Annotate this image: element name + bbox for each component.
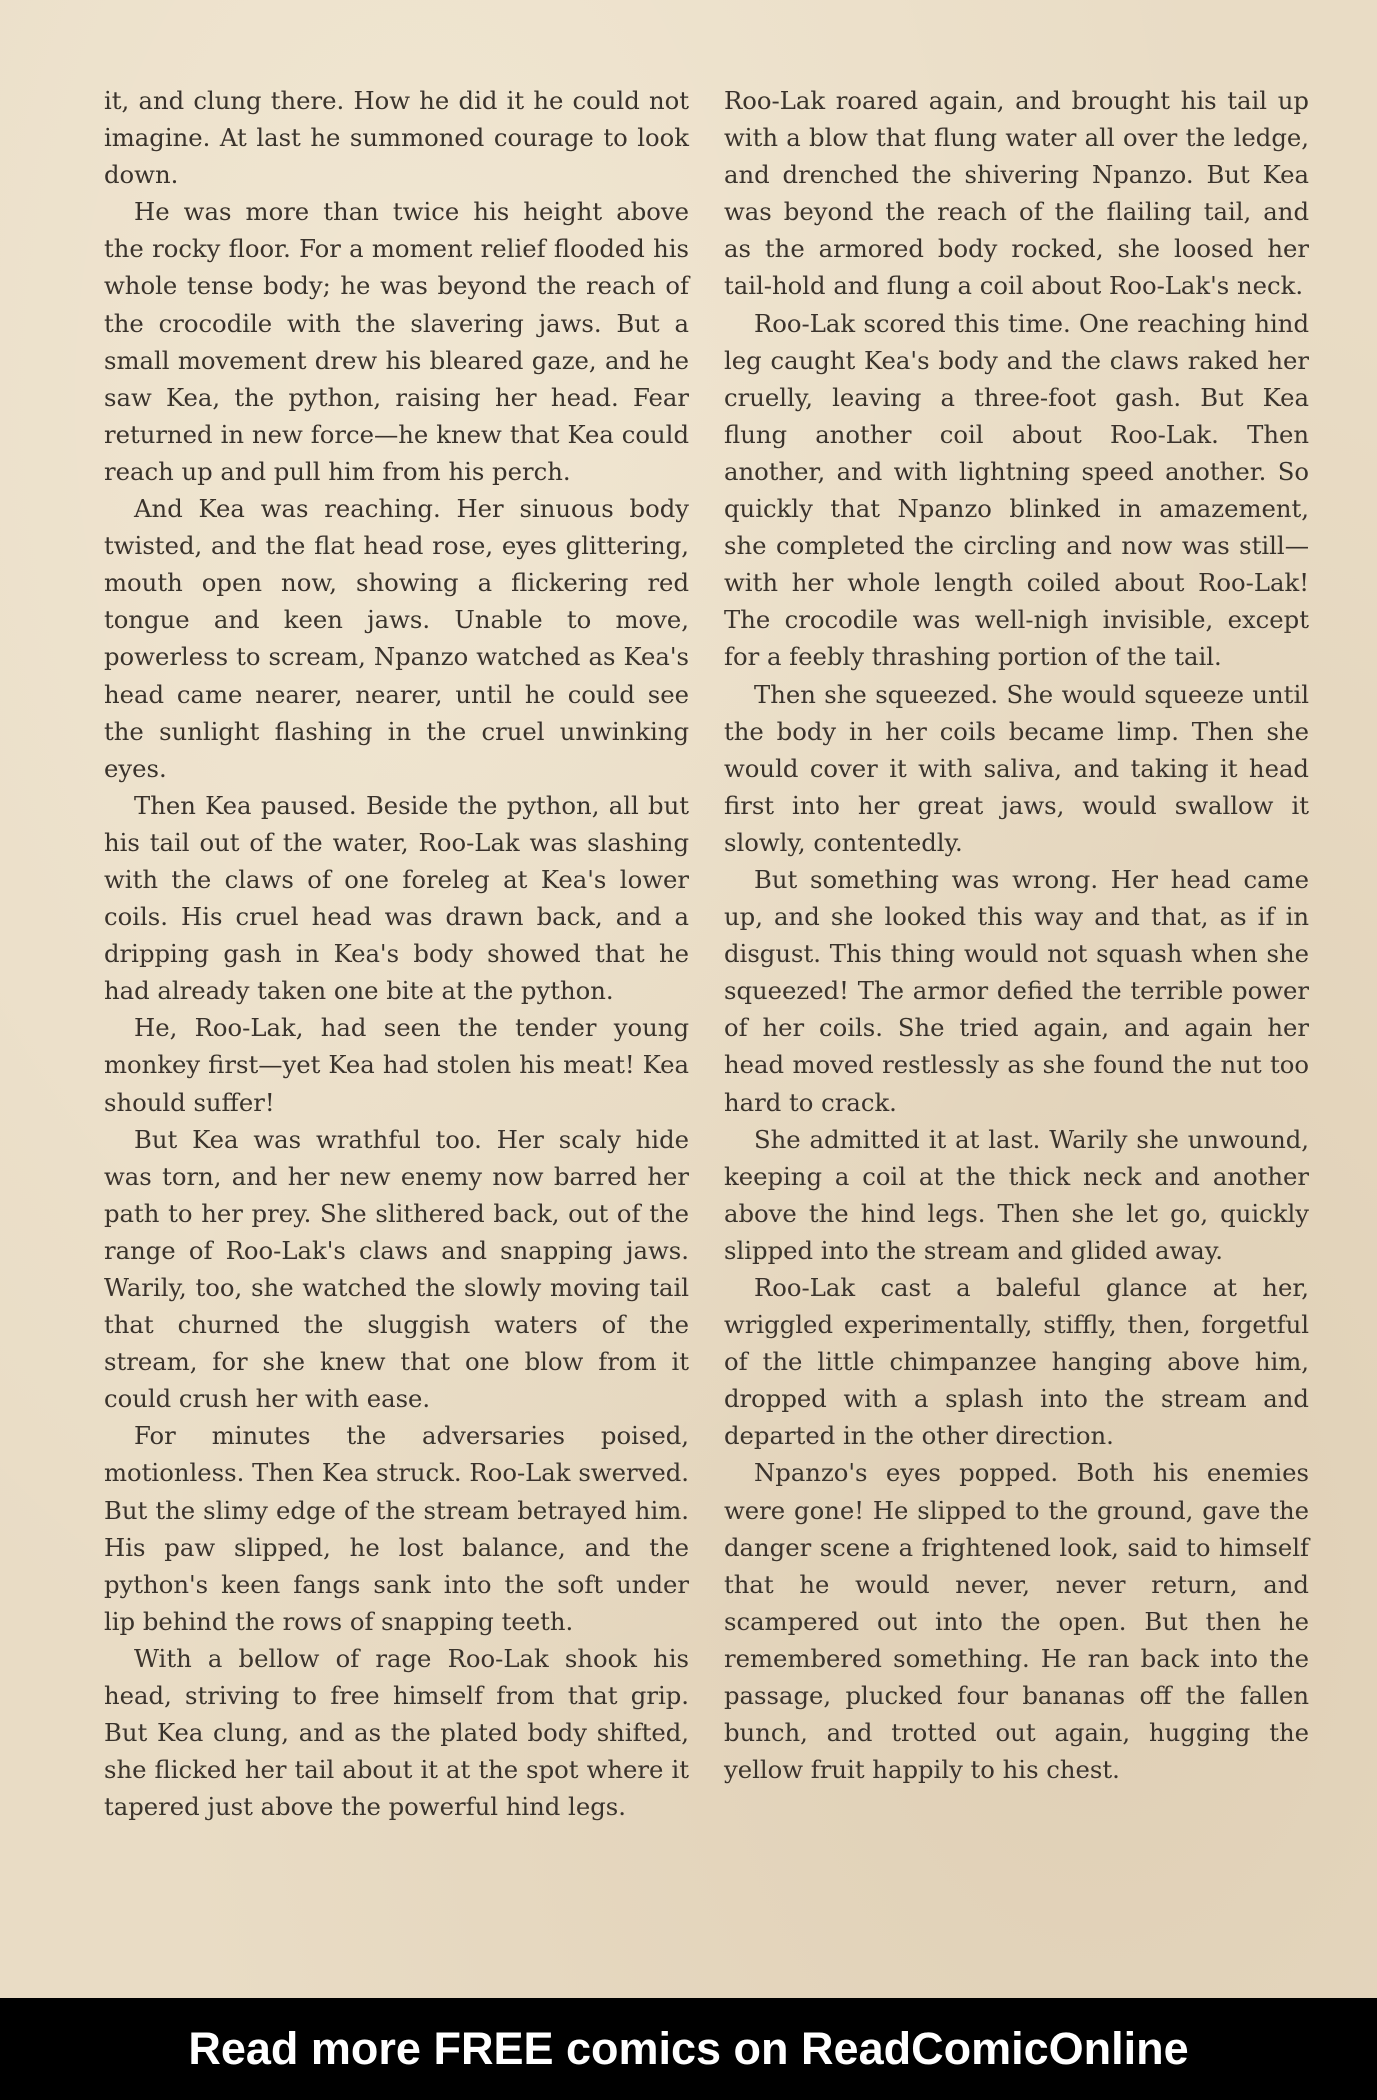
paragraph: And Kea was reaching. Her sinuous body twisted, and the flat head rose, eyes glittering, mouth open now, showing a flickering red tongue and keen jaws. Unable to move, powerless to scream, Npanzo watched as Kea's head came nearer, nearer, until he could see the sunlight flashing in the cruel unwinking eyes. <box>104 494 689 783</box>
paragraph: Then she squeezed. She would squeeze until the body in her coils became limp. Then she would cover it with saliva, and taking it head first into her great jaws, would swallow it slowly, contentedly. <box>724 679 1309 857</box>
paragraph: Roo-Lak cast a baleful glance at her, wriggled experimentally, stiffly, then, forgetful of the little chimpanzee hanging above him, dropped with a splash into the stream and departed in the other direction. <box>724 1273 1309 1451</box>
paragraph: He, Roo-Lak, had seen the tender young monkey first—yet Kea had stolen his meat! Kea should suffer! <box>104 1013 689 1117</box>
paragraph: With a bellow of rage Roo-Lak shook his head, striving to free himself from that grip. But Kea clung, and as the plated body shifted, she flicked her tail about it at the spot where it tapered just above the powerful hind legs. <box>104 1643 689 1822</box>
paragraph: it, and clung there. How he did it he could not imagine. At last he summoned courage to look down. <box>104 86 689 190</box>
text-column-left <box>104 82 689 1825</box>
paragraph: He was more than twice his height above the rocky floor. For a moment relief flooded his whole tense body; he was beyond the reach of the crocodile with the slavering jaws. But a small movement drew his bleared gaze, and he saw Kea, the python, raising her head. Fear returned in new force—he knew that Kea could reach up and pull him from his perch. <box>104 197 689 486</box>
paragraph: For minutes the adversaries poised, motionless. Then Kea struck. Roo-Lak swerved. But the slimy edge of the stream betrayed him. His paw slipped, he lost balance, and the python's keen fangs sank into the soft under lip behind the rows of snapping teeth. <box>104 1421 689 1636</box>
paragraph: Npanzo's eyes popped. Both his enemies were gone! He slipped to the ground, gave the danger scene a frightened look, said to himself that he would never, never return, and scampered out into the open. But then he remembered something. He ran back into the passage, plucked four bananas off the fallen bunch, and trotted out again, hugging the yellow fruit happily to his chest. <box>724 1458 1309 1785</box>
promo-banner-text: Read more FREE comics on ReadComicOnline <box>188 2023 1189 2074</box>
paragraph: But something was wrong. Her head came up, and she looked this way and that, as if in disgust. This thing would not squash when she squeezed! The armor defied the terrible power of her coils. She tried again, and again her head moved restlessly as she found the nut too hard to crack. <box>724 864 1309 1117</box>
paragraph: Roo-Lak scored this time. One reaching hind leg caught Kea's body and the claws raked her cruelly, leaving a three-foot gash. But Kea flung another coil about Roo-Lak. Then another, and with lightning speed another. So quickly that Npanzo blinked in amazement, she completed the circling and now was still—with her whole length coiled about Roo-Lak! The crocodile was well-nigh invisible, except for a feebly thrashing portion of the tail. <box>724 308 1309 672</box>
promo-banner[interactable] <box>0 1998 1377 2100</box>
text-column-right <box>724 82 1309 1788</box>
paragraph: But Kea was wrathful too. Her scaly hide was torn, and her new enemy now barred her path to her prey. She slithered back, out of the range of Roo-Lak's claws and snapping jaws. Warily, too, she watched the slowly moving tail that churned the sluggish waters of the stream, for she knew that one blow from it could crush her with ease. <box>104 1124 689 1414</box>
paragraph: Roo-Lak roared again, and brought his tail up with a blow that flung water all over the ledge, and drenched the shivering Npanzo. But Kea was beyond the reach of the flailing tail, and as the armored body rocked, she loosed her tail-hold and flung a coil about Roo-Lak's neck. <box>724 86 1309 301</box>
paragraph: She admitted it at last. Warily she unwound, keeping a coil at the thick neck and another above the hind legs. Then she let go, quickly slipped into the stream and glided away. <box>724 1124 1309 1265</box>
paragraph: Then Kea paused. Beside the python, all but his tail out of the water, Roo-Lak was slashing with the claws of one foreleg at Kea's lower coils. His cruel head was drawn back, and a dripping gash in Kea's body showed that he had already taken one bite at the python. <box>104 790 689 1006</box>
